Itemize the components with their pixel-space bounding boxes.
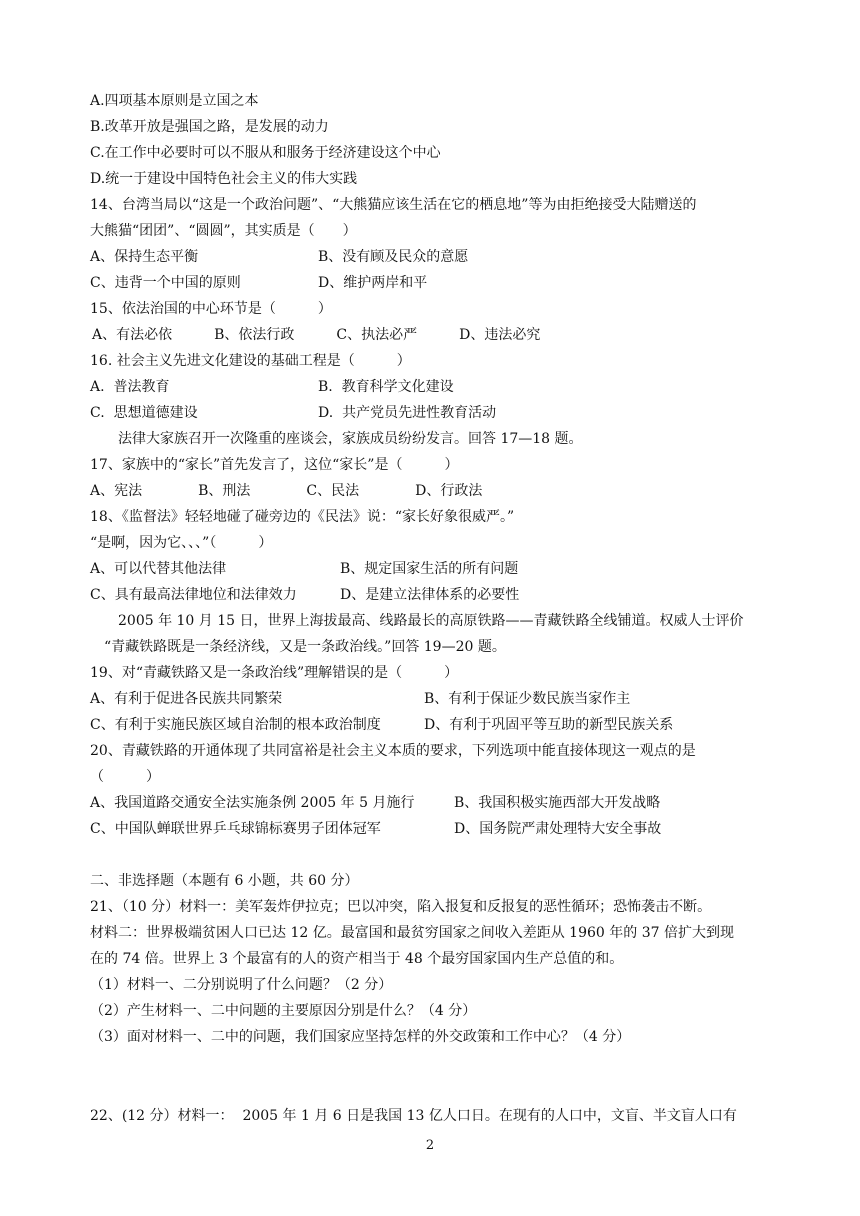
q14-option-a: A、保持生态平衡: [90, 249, 199, 265]
q19-option-d: D、有利于巩固平等互助的新型民族关系: [424, 717, 674, 733]
q15-options: A、有法必依 B、依法行政 C、执法必严 D、违法必究: [92, 327, 541, 343]
question-22: 22、(12 分）材料一： 2005 年 1 月 6 日是我国 13 亿人口日。在现有的人口中，文盲、半文盲人口有: [90, 1108, 737, 1124]
question-17: 17、家族中的“家长”首先发言了，这位“家长”是（ ）: [90, 457, 459, 473]
q16-option-a: A. 普法教育: [90, 379, 170, 395]
question-20: 20、青藏铁路的开通体现了共同富裕是社会主义本质的要求，下列选项中能直接体现这一观点的是: [90, 743, 696, 759]
q16-option-d: D. 共产党员先进性教育活动: [318, 405, 497, 421]
q17-options: A、宪法 B、刑法 C、民法 D、行政法: [90, 483, 483, 499]
q16-option-c: C. 思想道德建设: [90, 405, 198, 421]
q18-option-c: C、具有最高法律地位和法律效力: [90, 587, 297, 603]
question-18: 18、《监督法》轻轻地碰了碰旁边的《民法》说：“家长好象很威严。”: [90, 509, 515, 525]
q21-sub-2: （2）产生材料一、二中问题的主要原因分别是什么？（4 分）: [90, 1003, 477, 1019]
question-14-cont: 大熊猫“团团”、“圆圆”，其实质是（ ）: [90, 223, 357, 239]
q14-option-b: B、没有顾及民众的意愿: [318, 249, 469, 265]
q16-option-b: B. 教育科学文化建设: [318, 379, 454, 395]
q20-option-b: B、我国积极实施西部大开发战略: [454, 795, 661, 811]
q19-option-a: A、有利于促进各民族共同繁荣: [90, 691, 283, 707]
question-14: 14、台湾当局以“这是一个政治问题”、“大熊猫应该生活在它的栖息地”等为由拒绝接受大陆赠送的: [90, 197, 697, 213]
option-c-line: C.在工作中必要时可以不服从和服务于经济建设这个中心: [90, 145, 441, 161]
q21-material-2-cont: 在的 74 倍。世界上 3 个最富有的人的资产相当于 48 个最穷国家国内生产总值的和。: [90, 951, 624, 967]
question-16: 16. 社会主义先进文化建设的基础工程是（ ）: [90, 353, 411, 369]
section-2-heading: 二、非选择题（本题有 6 小题，共 60 分）: [90, 873, 359, 889]
q18-option-b: B、规定国家生活的所有问题: [340, 561, 519, 577]
question-18-cont: “是啊，因为它、、、”（ ）: [90, 535, 273, 551]
question-15: 15、依法治国的中心环节是（ ）: [90, 301, 332, 317]
question-21: 21、（10 分）材料一：美军轰炸伊拉克；巴以冲突，陷入报复和反报复的恶性循环；恐怖袭击不断。: [90, 899, 712, 915]
q19-option-b: B、有利于保证少数民族当家作主: [424, 691, 631, 707]
q21-sub-1: （1）材料一、二分别说明了什么问题？（2 分）: [90, 977, 393, 993]
q18-option-d: D、是建立法律体系的必要性: [340, 587, 520, 603]
option-d-line: D.统一于建设中国特色社会主义的伟大实践: [90, 171, 358, 187]
q19-option-c: C、有利于实施民族区域自治制的根本政治制度: [90, 717, 381, 733]
q20-option-a: A、我国道路交通安全法实施条例 2005 年 5 月施行: [90, 795, 415, 811]
intro-19-20: 2005 年 10 月 15 日，世界上海拔最高、线路最长的高原铁路——青藏铁路全线铺道。权威人士评价: [118, 613, 744, 629]
q20-option-c: C、中国队蝉联世界乒乓球锦标赛男子团体冠军: [90, 821, 381, 837]
q21-sub-3: （3）面对材料一、二中的问题，我们国家应坚持怎样的外交政策和工作中心？（4 分）: [90, 1029, 631, 1045]
q14-option-c: C、违背一个中国的原则: [90, 275, 241, 291]
option-b-line: B.改革开放是强国之路，是发展的动力: [90, 119, 329, 135]
q20-option-d: D、国务院严肃处理特大安全事故: [454, 821, 662, 837]
intro-17-18: 法律大家族召开一次隆重的座谈会，家族成员纷纷发言。回答 17—18 题。: [118, 431, 583, 447]
q18-option-a: A、可以代替其他法律: [90, 561, 227, 577]
question-20-cont: （ ）: [90, 769, 160, 785]
intro-19-20-cont: “青藏铁路既是一条经济线，又是一条政治线。”回答 19—20 题。: [104, 639, 506, 655]
option-a-line: A.四项基本原则是立国之本: [90, 93, 259, 109]
q21-material-2: 材料二：世界极端贫困人口已达 12 亿。最富国和最贫穷国家之间收入差距从 1960 年的 37 倍扩大到现: [90, 925, 734, 941]
question-19: 19、对“青藏铁路又是一条政治线”理解错误的是（ ）: [90, 665, 459, 681]
page-number: 2: [425, 1138, 435, 1153]
q14-option-d: D、维护两岸和平: [318, 275, 428, 291]
